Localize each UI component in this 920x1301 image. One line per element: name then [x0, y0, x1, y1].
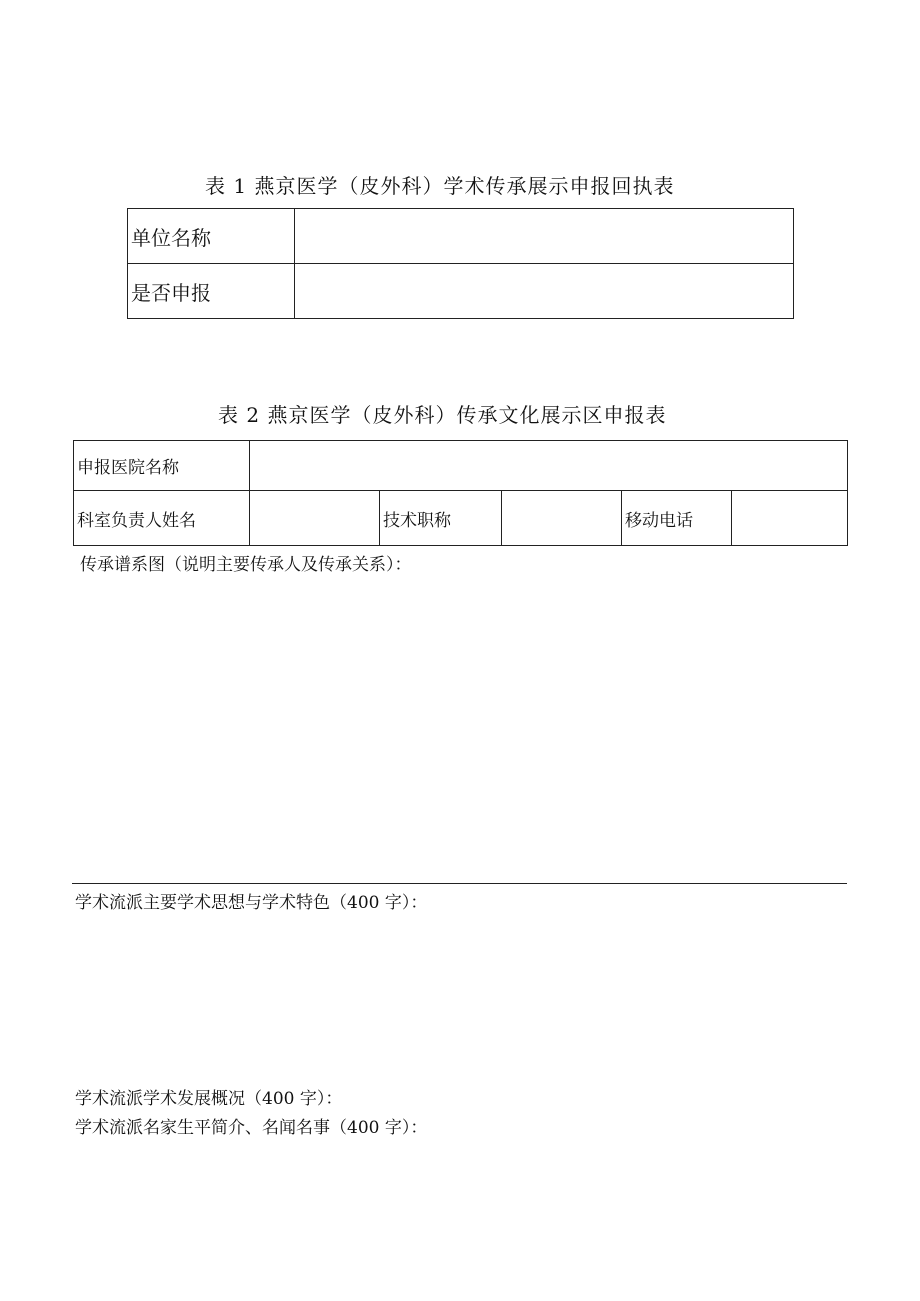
hospital-name-field[interactable] [250, 441, 848, 491]
table-row [74, 491, 848, 546]
table1-title: 表 1 燕京医学（皮外科）学术传承展示申报回执表 [205, 174, 675, 198]
table-row [74, 441, 848, 491]
section-divider [72, 883, 847, 884]
mobile-phone-label: 移动电话 [622, 491, 732, 546]
unit-name-field[interactable] [295, 209, 794, 264]
masters-biography-label: 学术流派名家生平简介、名闻名事（400 字）： [75, 1118, 428, 1138]
lineage-section-label: 传承谱系图（说明主要传承人及传承关系）： [80, 555, 412, 575]
development-overview-label: 学术流派学术发展概况（400 字）： [75, 1089, 343, 1109]
table-row [128, 264, 794, 319]
apply-status-field[interactable] [295, 264, 794, 319]
unit-name-label: 单位名称 [128, 209, 295, 264]
hospital-name-label: 申报医院名称 [74, 441, 250, 491]
technical-title-label: 技术职称 [380, 491, 502, 546]
department-head-field[interactable] [250, 491, 380, 546]
technical-title-field[interactable] [502, 491, 622, 546]
department-head-label: 科室负责人姓名 [74, 491, 250, 546]
mobile-phone-field[interactable] [732, 491, 848, 546]
apply-status-label: 是否申报 [128, 264, 295, 319]
table-row [128, 209, 794, 264]
table2-title: 表 2 燕京医学（皮外科）传承文化展示区申报表 [218, 403, 667, 427]
application-form-table [73, 440, 848, 546]
reply-form-table [127, 208, 794, 319]
academic-thought-label: 学术流派主要学术思想与学术特色（400 字）： [75, 893, 428, 913]
